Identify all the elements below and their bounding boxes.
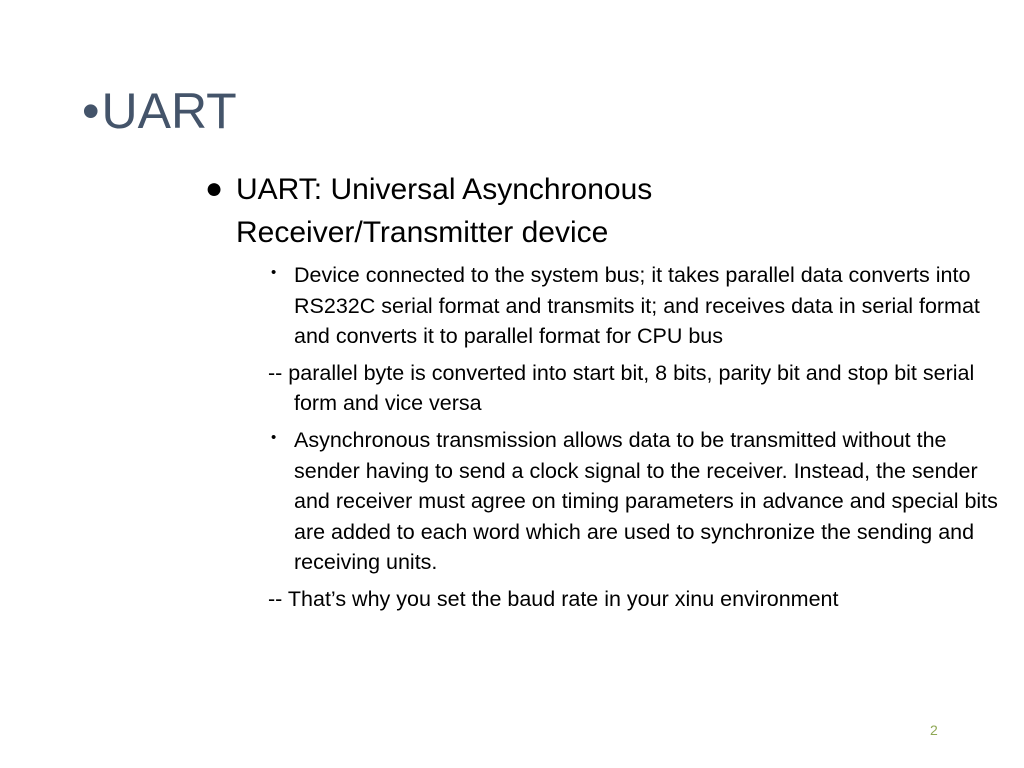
level2-content	[268, 260, 1018, 621]
bullet-text: Asynchronous transmission allows data to be transmitted without the sender having to send a clock signal to the receiver. Instead, the sender and receiver must agree on timing parameters in advance and special bits are added to each word which are used to synchronize the sending and receiving units.	[294, 427, 998, 575]
level1-bullet-marker: ●	[205, 172, 224, 205]
dash-note-baud-rate: -- That’s why you set the baud rate in your xinu environment	[268, 586, 839, 611]
bullet-marker: •	[271, 428, 277, 446]
level1-bullet-text: UART: Universal Asynchronous Receiver/Transmitter device	[236, 173, 653, 249]
level1-bullet-item	[205, 168, 765, 254]
title-text: UART	[101, 83, 237, 139]
bullet-item-bus-device	[268, 260, 1018, 352]
dash-note-parallel-byte: -- parallel byte is converted into start bit, 8 bits, parity bit and stop bit serial form and vice versa	[268, 360, 975, 416]
bullet-marker: •	[271, 264, 277, 281]
bullet-text: Device connected to the system bus; it takes parallel data converts into RS232C serial format and transmits it; and receives data in serial format and converts it to parallel format for CPU bus	[294, 263, 980, 349]
slide-title	[82, 80, 237, 142]
title-bullet: •	[82, 83, 100, 139]
bullet-item-async-transmission	[268, 425, 1018, 578]
page-number: 2	[930, 722, 938, 738]
